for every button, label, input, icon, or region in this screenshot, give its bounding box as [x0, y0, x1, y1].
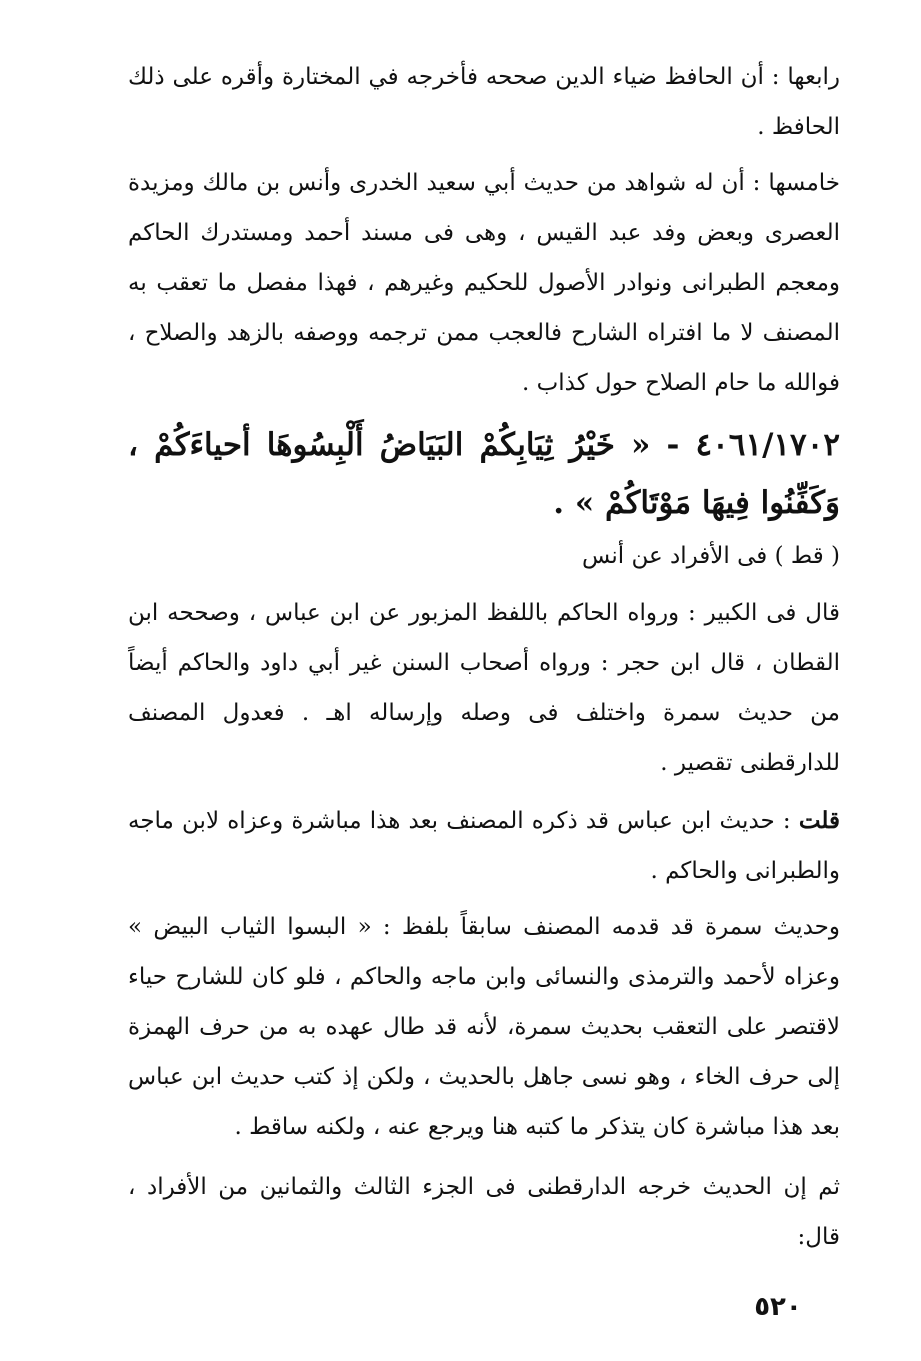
page-number: ٥٢٠: [754, 1292, 802, 1322]
paragraph-hadith-samura: وحديث سمرة قد قدمه المصنف سابقاً بلفظ : « البسوا الثياب البيض » وعزاه لأحمد والترمذى والنسائى وابن ماجه والحاكم ، فلو كان للشارح حياء لاقتصر على التعقب بحديث سمرة، لأنه قد طال عهده به من حرف الهمزة إلى حرف الخاء ، وهو نسى جاهل بالحديث ، ولكن إذ كتب حديث ابن عباس بعد هذا مباشرة كان يتذكر ما كتبه هنا ويرجع عنه ، ولكنه ساقط .: [128, 914, 840, 1140]
paragraph-qultu: [128, 796, 840, 896]
paragraph-rabiuha: رابعها : أن الحافظ ضياء الدين صححه فأخرجه في المختارة وأقره على ذلك الحافظ .: [128, 64, 840, 140]
paragraph-khamisuha: خامسها : أن له شواهد من حديث أبي سعيد الخدرى وأنس بن مالك ومزيدة العصرى وبعض وفد عبد القيس ، وهى فى مسند أحمد ومستدرك الحاكم ومعجم الطبرانى ونوادر الأصول للحكيم وغيرهم ، فهذا مفصل ما تعقب به المصنف لا ما افتراه الشارح فالعجب ممن ترجمه ووصفه بالزهد والصلاح ، فوالله ما حام الصلاح حول كذاب .: [128, 170, 840, 396]
hadith-text: ٤٠٦١/١٧٠٢ - « خَيْرُ ثِيَابِكُمْ البَيَاضُ أَلْبِسُوهَا أحياءَكُمْ ، وَكَفِّنُوا فِيهَا مَوْتَاكُمْ » .: [128, 427, 840, 521]
hadith-source: ( قط ) فى الأفراد عن أنس: [582, 543, 840, 569]
paragraph-qala-fil-kabir: قال فى الكبير : ورواه الحاكم باللفظ المزبور عن ابن عباس ، وصححه ابن القطان ، قال ابن حجر : ورواه أصحاب السنن غير أبي داود والحاكم أيضاً من حديث سمرة واختلف فى وصله وإرساله اهـ . فعدول المصنف للدارقطنى تقصير .: [128, 600, 840, 776]
qultu-lead: قلت: [798, 807, 841, 834]
qultu-body: : حديث ابن عباس قد ذكره المصنف بعد هذا مباشرة وعزاه لابن ماجه والطبرانى والحاكم .: [128, 808, 840, 884]
paragraph-thumma: ثم إن الحديث خرجه الدارقطنى فى الجزء الثالث والثمانين من الأفراد ، قال:: [128, 1174, 840, 1250]
